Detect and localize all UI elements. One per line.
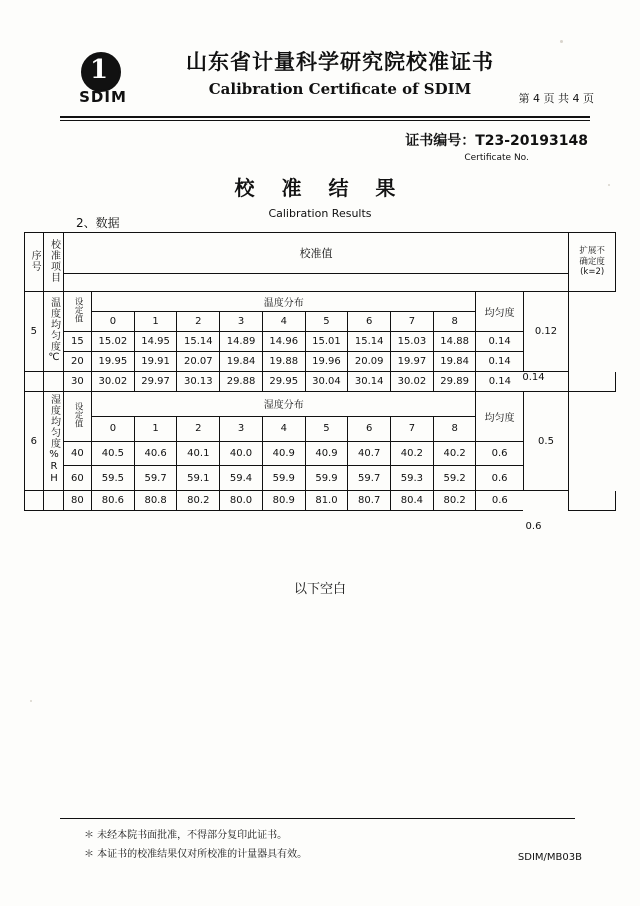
results-title-block — [0, 172, 640, 220]
temp-pos-3: 3 — [220, 312, 263, 332]
humi-val-0-1: 40.6 — [134, 441, 177, 466]
temp-pos-1: 1 — [134, 312, 177, 332]
footer-divider — [60, 818, 575, 819]
humi-distribution-row — [25, 392, 616, 417]
humi-val-2-8: 80.2 — [433, 491, 476, 511]
humi-pos-2: 2 — [177, 416, 220, 441]
footer-notes — [84, 826, 307, 864]
humi-val-2-6: 80.7 — [348, 491, 391, 511]
temp-val-2-5: 30.04 — [305, 372, 348, 392]
page-number: 第 4 页 共 4 页 — [518, 92, 594, 105]
humi-seq: 6 — [25, 392, 44, 491]
temp-uniformity-header: 均匀度 — [476, 292, 523, 332]
humi-set-2: 80 — [63, 491, 91, 511]
humi-val-1-0: 59.5 — [92, 466, 135, 491]
humi-pos-5: 5 — [305, 416, 348, 441]
humi-val-2-5: 81.0 — [305, 491, 348, 511]
temp-pos-4: 4 — [262, 312, 305, 332]
humi-val-1-5: 59.9 — [305, 466, 348, 491]
humi-val-2-4: 80.9 — [262, 491, 305, 511]
blank-note: 以下空白 — [293, 582, 346, 597]
humi-uniformity-merged — [523, 491, 569, 511]
header-seq: 序号 — [25, 233, 44, 292]
temp-val-0-3: 14.89 — [220, 332, 263, 352]
humi-pos-6: 6 — [348, 416, 391, 441]
temp-item-spacer — [43, 372, 63, 392]
temp-pos-5: 5 — [305, 312, 348, 332]
temp-seq-spacer — [25, 372, 44, 392]
header-divider — [60, 116, 590, 118]
speck — [30, 700, 32, 702]
table-header-row — [25, 233, 616, 274]
results-title-english: Calibration Results — [268, 207, 372, 220]
temp-val-1-8: 19.84 — [433, 352, 476, 372]
humi-val-1-4: 59.9 — [262, 466, 305, 491]
temp-val-2-2: 30.13 — [177, 372, 220, 392]
certificate-number-block — [405, 130, 588, 163]
temp-val-1-4: 19.88 — [262, 352, 305, 372]
temp-val-2-7: 30.02 — [391, 372, 434, 392]
temp-val-0-1: 14.95 — [134, 332, 177, 352]
temp-val-1-3: 19.84 — [220, 352, 263, 372]
header-item: 校准项目 — [43, 233, 63, 292]
temp-val-2-3: 29.88 — [220, 372, 263, 392]
temp-item: 温度均匀度℃ — [43, 292, 63, 372]
temp-set-2: 30 — [63, 372, 91, 392]
temp-val-2-8: 29.89 — [433, 372, 476, 392]
temp-val-0-0: 15.02 — [92, 332, 135, 352]
temp-val-0-7: 15.03 — [391, 332, 434, 352]
humi-val-2-7: 80.4 — [391, 491, 434, 511]
temp-val-2-0: 30.02 — [92, 372, 135, 392]
humi-set-header: 设定值 — [63, 392, 91, 442]
temp-val-0-5: 15.01 — [305, 332, 348, 352]
humi-uniformity-merged-value: 0.6 — [525, 521, 542, 532]
humi-uncertainty-spacer — [569, 491, 616, 511]
temp-val-2-4: 29.95 — [262, 372, 305, 392]
logo-numeral: 1 — [89, 55, 109, 85]
humi-val-0-3: 40.0 — [220, 441, 263, 466]
temp-uncertainty-spacer — [569, 372, 616, 392]
humi-val-1-1: 59.7 — [134, 466, 177, 491]
temp-pos-6: 6 — [348, 312, 391, 332]
humi-uncertainty: 0.5 — [523, 392, 569, 491]
temp-val-0-6: 15.14 — [348, 332, 391, 352]
temp-val-1-6: 20.09 — [348, 352, 391, 372]
section-label-data: 2、数据 — [76, 216, 120, 230]
title-english: Calibration Certificate of SDIM — [208, 80, 472, 98]
temp-val-0-2: 15.14 — [177, 332, 220, 352]
temp-val-1-5: 19.96 — [305, 352, 348, 372]
temp-uniformity-1: 0.14 — [476, 352, 523, 372]
humi-distribution-header: 湿度分布 — [92, 392, 476, 417]
humi-uniformity-1: 0.6 — [476, 466, 523, 491]
temp-val-1-7: 19.97 — [391, 352, 434, 372]
humi-val-0-4: 40.9 — [262, 441, 305, 466]
temp-pos-8: 8 — [433, 312, 476, 332]
humi-item-spacer — [43, 491, 63, 511]
footer-note-1: ＊ 未经本院书面批准，不得部分复印此证书。 — [84, 830, 288, 841]
temp-uniformity-merged-value: 0.14 — [522, 372, 545, 383]
temp-val-0-4: 14.96 — [262, 332, 305, 352]
header-value-spacer — [63, 274, 569, 292]
table-row — [25, 491, 616, 511]
results-title-chinese: 校 准 结 果 — [234, 176, 406, 200]
humi-set-1: 60 — [63, 466, 91, 491]
title-chinese: 山东省计量科学研究院校准证书 — [186, 49, 494, 74]
logo-text: SDIM — [79, 88, 127, 106]
header-uncertainty: 扩展不 确定度 (k=2) — [569, 233, 616, 292]
temp-pos-2: 2 — [177, 312, 220, 332]
humi-item: 湿度均匀度%RH — [43, 392, 63, 491]
humi-val-0-6: 40.7 — [348, 441, 391, 466]
header-divider-thin — [60, 120, 590, 121]
temp-val-1-1: 19.91 — [134, 352, 177, 372]
temp-val-0-8: 14.88 — [433, 332, 476, 352]
humi-pos-1: 1 — [134, 416, 177, 441]
temp-set-0: 15 — [63, 332, 91, 352]
humi-seq-spacer — [25, 491, 44, 511]
humi-val-1-2: 59.1 — [177, 466, 220, 491]
humi-val-0-7: 40.2 — [391, 441, 434, 466]
temp-pos-7: 7 — [391, 312, 434, 332]
temp-pos-0: 0 — [92, 312, 135, 332]
humi-pos-0: 0 — [92, 416, 135, 441]
temp-val-1-0: 19.95 — [92, 352, 135, 372]
certificate-number-value: T23-20193148 — [475, 133, 588, 149]
humi-val-2-0: 80.6 — [92, 491, 135, 511]
temp-uniformity-0: 0.14 — [476, 332, 523, 352]
temp-distribution-header: 温度分布 — [92, 292, 476, 312]
sdim-logo — [72, 52, 134, 108]
humi-uniformity-header: 均匀度 — [476, 392, 523, 442]
humi-val-1-8: 59.2 — [433, 466, 476, 491]
humi-pos-8: 8 — [433, 416, 476, 441]
humi-pos-3: 3 — [220, 416, 263, 441]
humi-val-2-3: 80.0 — [220, 491, 263, 511]
humi-val-0-2: 40.1 — [177, 441, 220, 466]
humi-val-1-7: 59.3 — [391, 466, 434, 491]
temp-set-header: 设定值 — [63, 292, 91, 332]
humi-set-0: 40 — [63, 441, 91, 466]
humi-val-1-3: 59.4 — [220, 466, 263, 491]
humi-val-0-5: 40.9 — [305, 441, 348, 466]
humi-pos-4: 4 — [262, 416, 305, 441]
temp-uniformity-2: 0.14 — [476, 372, 523, 392]
humi-pos-7: 7 — [391, 416, 434, 441]
humi-val-1-6: 59.7 — [348, 466, 391, 491]
temp-seq: 5 — [25, 292, 44, 372]
speck — [560, 40, 563, 43]
temp-distribution-row — [25, 292, 616, 312]
temp-val-2-6: 30.14 — [348, 372, 391, 392]
humi-uniformity-2: 0.6 — [476, 491, 523, 511]
header-value: 校准值 — [63, 233, 569, 274]
table-header-row-spacer — [25, 274, 616, 292]
certificate-number-label-en: Certificate No. — [464, 153, 529, 163]
temp-val-1-2: 20.07 — [177, 352, 220, 372]
footer-form-code: SDIM/MB03B — [517, 852, 582, 863]
humi-uniformity-0: 0.6 — [476, 441, 523, 466]
certificate-number-label: 证书编号： — [405, 133, 476, 149]
humi-val-2-1: 80.8 — [134, 491, 177, 511]
temp-set-1: 20 — [63, 352, 91, 372]
document-header — [60, 46, 594, 106]
humi-val-0-8: 40.2 — [433, 441, 476, 466]
humi-val-2-2: 80.2 — [177, 491, 220, 511]
temp-uncertainty: 0.12 — [523, 292, 569, 372]
temp-val-2-1: 29.97 — [134, 372, 177, 392]
footer-note-2: ＊ 本证书的校准结果仅对所校准的计量器具有效。 — [84, 849, 308, 860]
humi-val-0-0: 40.5 — [92, 441, 135, 466]
